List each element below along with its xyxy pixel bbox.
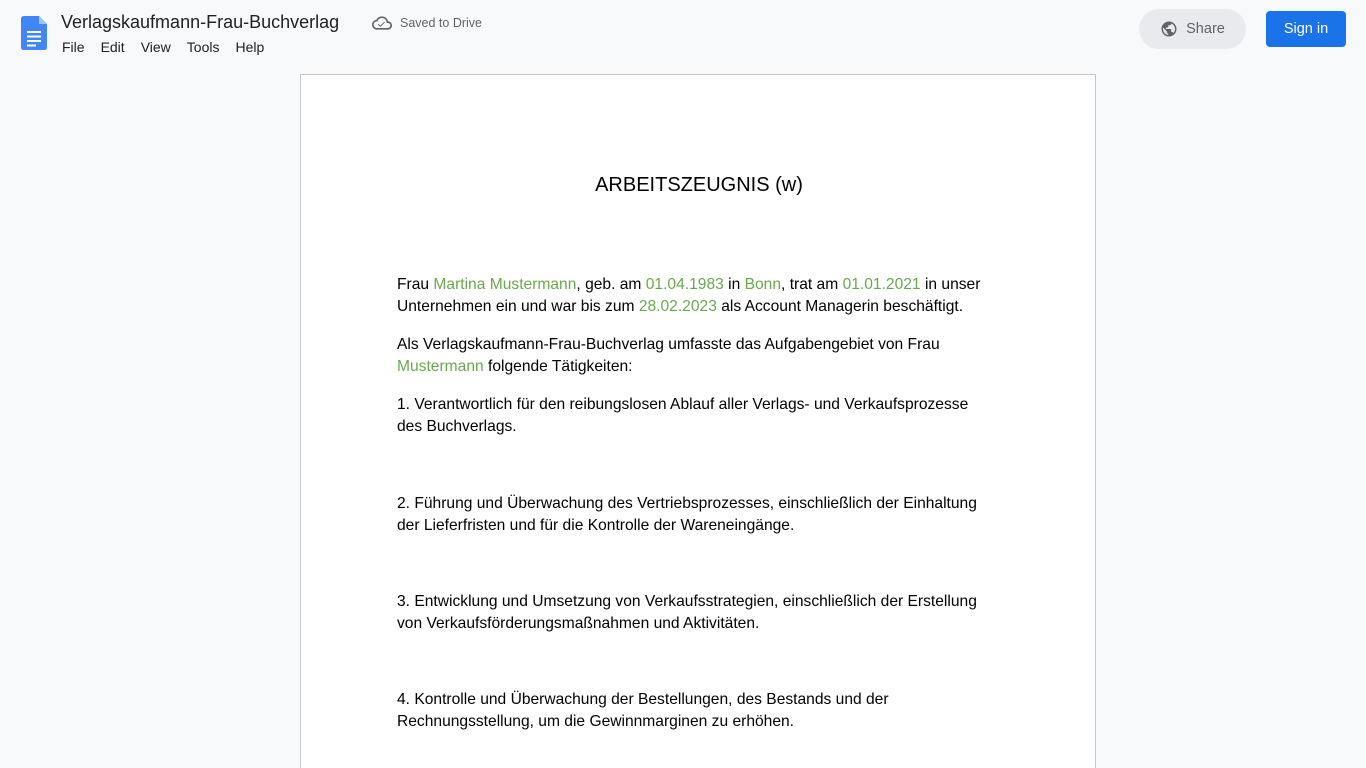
menu-bar xyxy=(54,36,272,58)
task-item-4: 4. Kontrolle und Überwachung der Bestellungen, des Bestands und der Rechnungsstellung, um die Gewinnmarginen zu erhöhen. xyxy=(397,691,889,730)
employee-surname: Mustermann xyxy=(397,358,484,375)
menu-file[interactable]: File xyxy=(62,39,85,55)
intro-text-1: Frau xyxy=(397,276,434,293)
document-title[interactable]: Verlagskaufmann-Frau-Buchverlag xyxy=(61,12,340,32)
docs-logo-icon[interactable] xyxy=(21,16,47,50)
globe-icon xyxy=(1160,20,1178,38)
top-bar xyxy=(0,0,1366,64)
sign-in-button[interactable]: Sign in xyxy=(1266,11,1346,47)
task-item-2: 2. Führung und Überwachung des Vertriebsprozesses, einschließlich der Einhaltung der Lieferfristen und für die Kontrolle der Wareneingänge. xyxy=(397,495,977,534)
tasks-intro-text-2: folgende Tätigkeiten: xyxy=(483,358,633,375)
document-page[interactable] xyxy=(300,74,1096,768)
birth-place: Bonn xyxy=(744,276,782,293)
document-heading: ARBEITSZEUGNIS (w) xyxy=(595,174,803,196)
task-item-1: 1. Verantwortlich für den reibungslosen Ablauf aller Verlags- und Verkaufsprozesse des Buchverlags. xyxy=(397,396,969,435)
intro-text-6: als Account Managerin beschäftigt. xyxy=(716,298,964,315)
save-status[interactable] xyxy=(372,13,482,33)
tasks-intro-text-1: Als Verlagskaufmann-Frau-Buchverlag umfasste das Aufgabengebiet von Frau xyxy=(397,336,940,353)
birth-date: 01.04.1983 xyxy=(645,276,724,293)
start-date: 01.01.2021 xyxy=(842,276,921,293)
end-date: 28.02.2023 xyxy=(638,298,717,315)
cloud-done-icon xyxy=(372,13,392,33)
menu-view[interactable]: View xyxy=(140,39,171,55)
menu-edit[interactable]: Edit xyxy=(100,39,125,55)
menu-help[interactable]: Help xyxy=(235,39,265,55)
task-item-3: 3. Entwicklung und Umsetzung von Verkaufsstrategien, einschließlich der Erstellung von Verkaufsförderungsmaßnahmen und Aktivitäten. xyxy=(397,593,977,632)
intro-text-3: in xyxy=(723,276,745,293)
intro-paragraph xyxy=(397,274,997,318)
menu-tools[interactable]: Tools xyxy=(186,39,220,55)
tasks-intro-paragraph xyxy=(397,334,997,378)
share-label: Share xyxy=(1186,21,1225,37)
intro-text-2: , geb. am xyxy=(576,276,646,293)
intro-text-4: , trat am xyxy=(781,276,843,293)
employee-name: Martina Mustermann xyxy=(433,276,577,293)
share-button[interactable] xyxy=(1139,9,1246,49)
intro-text-5: in unser Unternehmen ein und war bis zum xyxy=(397,276,981,315)
save-status-label: Saved to Drive xyxy=(400,16,482,30)
